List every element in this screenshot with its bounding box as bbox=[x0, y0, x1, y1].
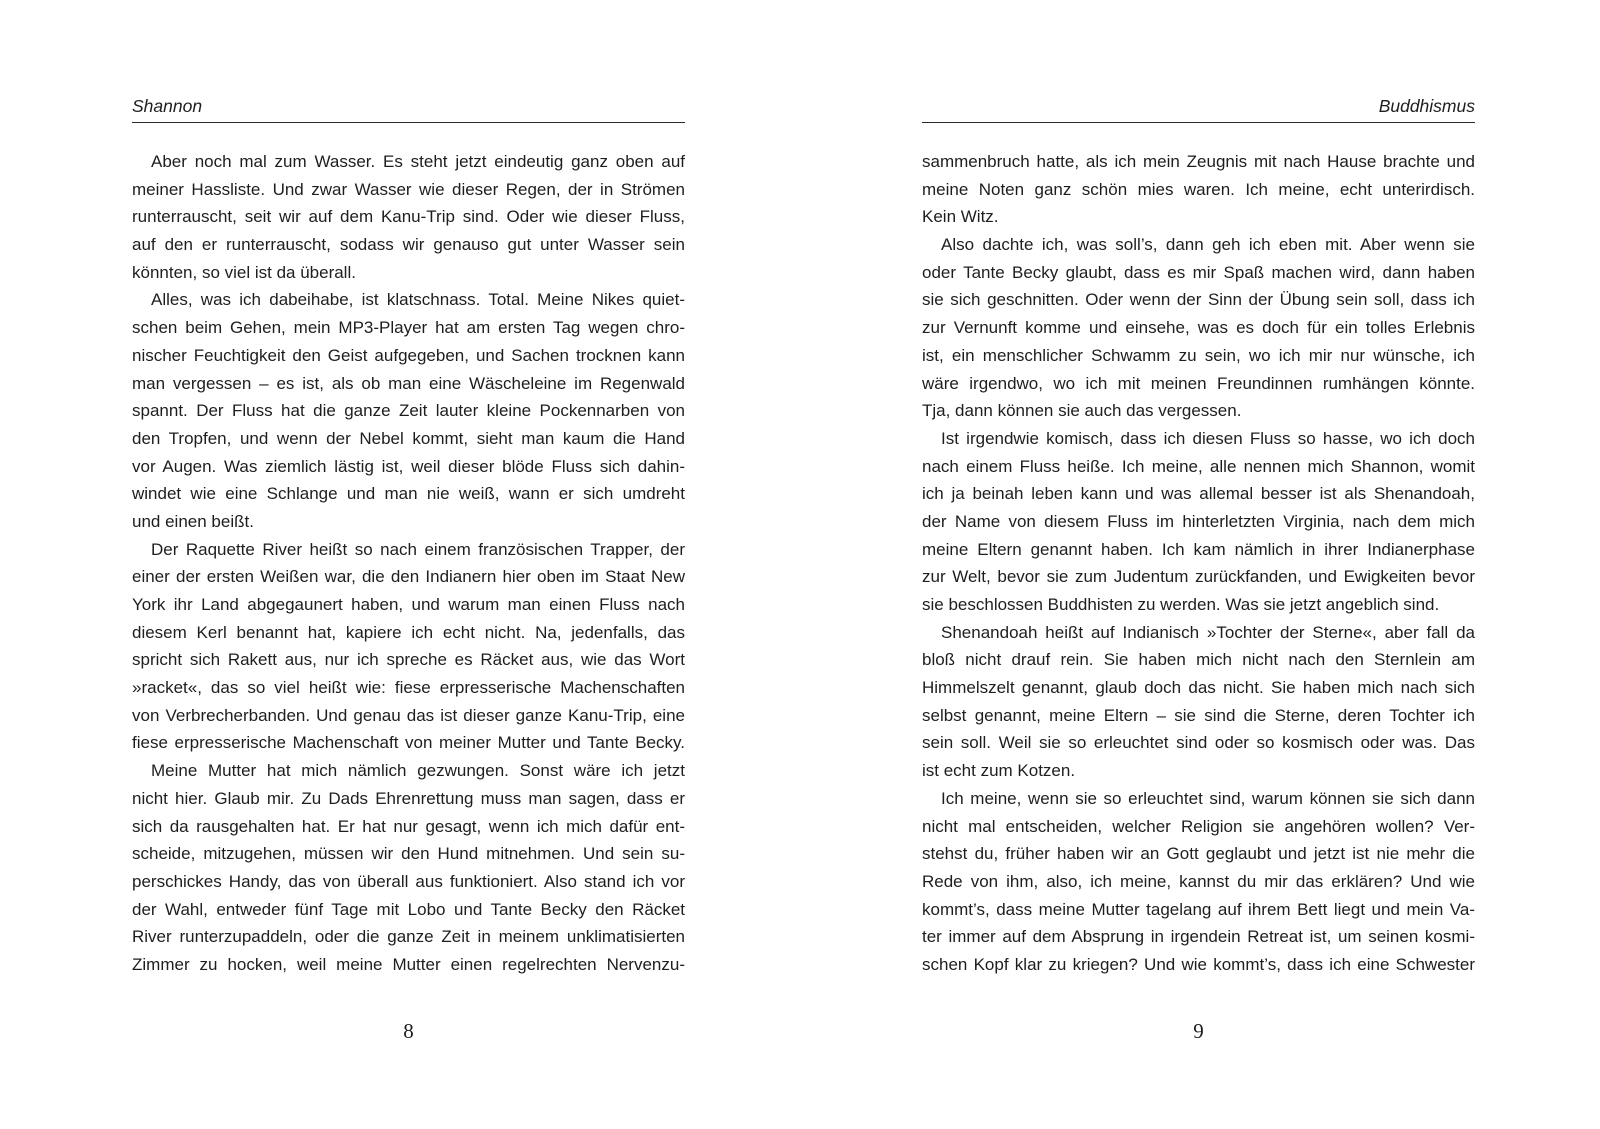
text-line: bloß nicht drauf rein. Sie haben mich nicht nach den Sternlein am bbox=[922, 650, 1475, 670]
text-line: sammenbruch hatte, als ich mein Zeugnis mit nach Hause brachte und bbox=[922, 152, 1475, 171]
text-line: Shenandoah heißt auf Indianisch »Tochter der Sterne«, aber fall da bbox=[941, 622, 1475, 642]
text-line: kommt’s, dass meine Mutter tagelang auf ihrem Bett liegt und mein Va- bbox=[922, 899, 1475, 919]
text-line: meine Eltern genannt haben. Ich kam nämlich in ihrer Indianerphase bbox=[922, 539, 1475, 559]
text-line: River runterzupaddeln, oder die ganze Zeit in meinem unklimatisierten bbox=[132, 927, 685, 947]
text-line: Rede von ihm, also, ich meine, kannst du mir das erklären? Und wie bbox=[922, 871, 1475, 891]
text-line: Himmelszelt genannt, glaub doch das nicht. Sie haben mich nach sich bbox=[922, 678, 1475, 698]
text-line: runterrauscht, seit wir auf dem Kanu-Trip sind. Oder wie dieser Fluss, bbox=[132, 207, 685, 227]
text-line: spricht sich Rakett aus, nur ich spreche es Räcket aus, wie das Wort bbox=[132, 650, 685, 670]
text-line: den Tropfen, und wenn der Nebel kommt, sieht man kaum die Hand bbox=[132, 428, 685, 448]
text-line: Tja, dann können sie auch das vergessen. bbox=[922, 401, 1242, 421]
text-line: und einen beißt. bbox=[132, 511, 254, 531]
text-line: zur Vernunft komme und einsehe, was es doch für ein tolles Erlebnis bbox=[922, 318, 1475, 338]
text-line: sich da rausgehalten hat. Er hat nur gesagt, wenn ich mich dafür ent- bbox=[132, 816, 685, 836]
text-line: man vergessen – es ist, als ob man eine Wäscheleine im Regenwald bbox=[132, 373, 685, 393]
text-line: einer der ersten Weißen war, die den Indianern hier oben im Staat New bbox=[132, 567, 685, 587]
text-line: ist echt zum Kotzen. bbox=[922, 761, 1076, 781]
running-head-title: Shannon bbox=[132, 96, 203, 116]
text-line: selbst genannt, meine Eltern – sie sind die Sterne, deren Tochter ich bbox=[922, 705, 1475, 725]
text-line: Also dachte ich, was soll’s, dann geh ich eben mit. Aber wenn sie bbox=[941, 235, 1475, 255]
text-line: Zimmer zu hocken, weil meine Mutter einen regelrechten Nervenzu- bbox=[132, 954, 685, 974]
text-line: oder Tante Becky glaubt, dass es mir Spaß machen wird, dann haben bbox=[922, 262, 1475, 282]
text-line: von Verbrecherbanden. Und genau das ist dieser ganze Kanu-Trip, eine bbox=[132, 705, 685, 725]
text-line: nicht hier. Glaub mir. Zu Dads Ehrenrettung muss man sagen, dass er bbox=[132, 788, 685, 808]
text-line: der Wahl, entweder fünf Tage mit Lobo und Tante Becky den Räcket bbox=[132, 899, 685, 919]
text-line: stehst du, früher haben wir an Gott geglaubt und jetzt ist nie mehr die bbox=[922, 844, 1475, 864]
right-page bbox=[922, 0, 1475, 1129]
text-line: Ist irgendwie komisch, dass ich diesen Fluss so hasse, wo ich doch bbox=[941, 428, 1475, 448]
body-text-right bbox=[922, 148, 1475, 979]
text-line: nach einem Fluss heiße. Ich meine, alle nennen mich Shannon, womit bbox=[922, 456, 1475, 476]
text-line: ter immer auf dem Absprung in irgendein Retreat ist, um seinen kosmi- bbox=[922, 927, 1475, 947]
running-head-left bbox=[132, 94, 685, 123]
text-line: sein soll. Weil sie so erleuchtet sind oder so kosmisch oder was. Das bbox=[922, 733, 1475, 753]
text-line: Ich meine, wenn sie so erleuchtet sind, warum können sie sich dann bbox=[941, 788, 1475, 808]
text-line: scheide, mitzugehen, müssen wir den Hund mitnehmen. Und sein su- bbox=[132, 844, 685, 864]
text-line: diesem Kerl benannt hat, kapiere ich echt nicht. Na, jedenfalls, das bbox=[132, 622, 685, 642]
page-number: 8 bbox=[403, 1019, 414, 1043]
text-line: windet wie eine Schlange und man nie weiß, wann er sich umdreht bbox=[132, 484, 685, 504]
text-line: schen beim Gehen, mein MP3-Player hat am ersten Tag wegen chro- bbox=[132, 318, 685, 338]
text-line: wäre irgendwo, wo ich mit meinen Freundinnen rumhängen könnte. bbox=[922, 373, 1475, 393]
body-text-left bbox=[132, 148, 685, 979]
text-line: spannt. Der Fluss hat die ganze Zeit lauter kleine Pockennarben von bbox=[132, 401, 685, 421]
text-line: Der Raquette River heißt so nach einem französischen Trapper, der bbox=[151, 539, 685, 559]
text-line: sie beschlossen Buddhisten zu werden. Was sie jetzt angeblich sind. bbox=[922, 595, 1440, 614]
text-line: meine Noten ganz schön mies waren. Ich meine, echt unterirdisch. bbox=[922, 179, 1475, 199]
text-line: nischer Feuchtigkeit den Geist aufgegeben, und Sachen trocknen kann bbox=[132, 345, 685, 365]
text-line: zur Welt, bevor sie zum Judentum zurückfanden, und Ewigkeiten bevor bbox=[922, 567, 1475, 587]
running-head-title: Buddhismus bbox=[1378, 96, 1475, 116]
text-line: könnten, so viel ist da überall. bbox=[132, 262, 356, 282]
text-line: Meine Mutter hat mich nämlich gezwungen. Sonst wäre ich jetzt bbox=[151, 761, 685, 781]
text-line: »racket«, das so viel heißt wie: fiese erpresserische Machenschaften bbox=[132, 678, 685, 698]
text-line: schen Kopf klar zu kriegen? Und wie kommt’s, dass ich eine Schwester bbox=[922, 954, 1475, 974]
text-line: York ihr Land abgegaunert haben, und warum man einen Fluss nach bbox=[132, 595, 685, 614]
page-number: 9 bbox=[1193, 1019, 1204, 1043]
text-line: Alles, was ich dabeihabe, ist klatschnass. Total. Meine Nikes quiet- bbox=[151, 290, 685, 310]
running-head-right bbox=[922, 94, 1475, 123]
text-line: perschickes Handy, das von überall aus funktioniert. Also stand ich vor bbox=[132, 871, 685, 891]
left-page bbox=[132, 0, 685, 1129]
text-line: meiner Hassliste. Und zwar Wasser wie dieser Regen, der in Strömen bbox=[132, 179, 685, 199]
text-line: fiese erpresserische Machenschaft von meiner Mutter und Tante Becky. bbox=[132, 733, 685, 753]
text-line: nicht mal entscheiden, welcher Religion sie angehören wollen? Ver- bbox=[922, 816, 1475, 836]
text-line: ist, ein menschlicher Schwamm zu sein, wo ich mir nur wünsche, ich bbox=[922, 345, 1475, 365]
text-line: der Name von diesem Fluss im hinterletzten Virginia, nach dem mich bbox=[922, 511, 1475, 531]
text-line: Kein Witz. bbox=[922, 207, 999, 227]
text-line: Aber noch mal zum Wasser. Es steht jetzt eindeutig ganz oben auf bbox=[151, 152, 685, 171]
text-line: vor Augen. Was ziemlich lästig ist, weil dieser blöde Fluss sich dahin- bbox=[132, 456, 685, 476]
text-line: auf den er runterrauscht, sodass wir genauso gut unter Wasser sein bbox=[132, 235, 685, 255]
text-line: ich ja beinah leben kann und was allemal besser ist als Shenandoah, bbox=[922, 484, 1475, 504]
text-line: sie sich geschnitten. Oder wenn der Sinn der Übung sein soll, dass ich bbox=[922, 290, 1475, 310]
